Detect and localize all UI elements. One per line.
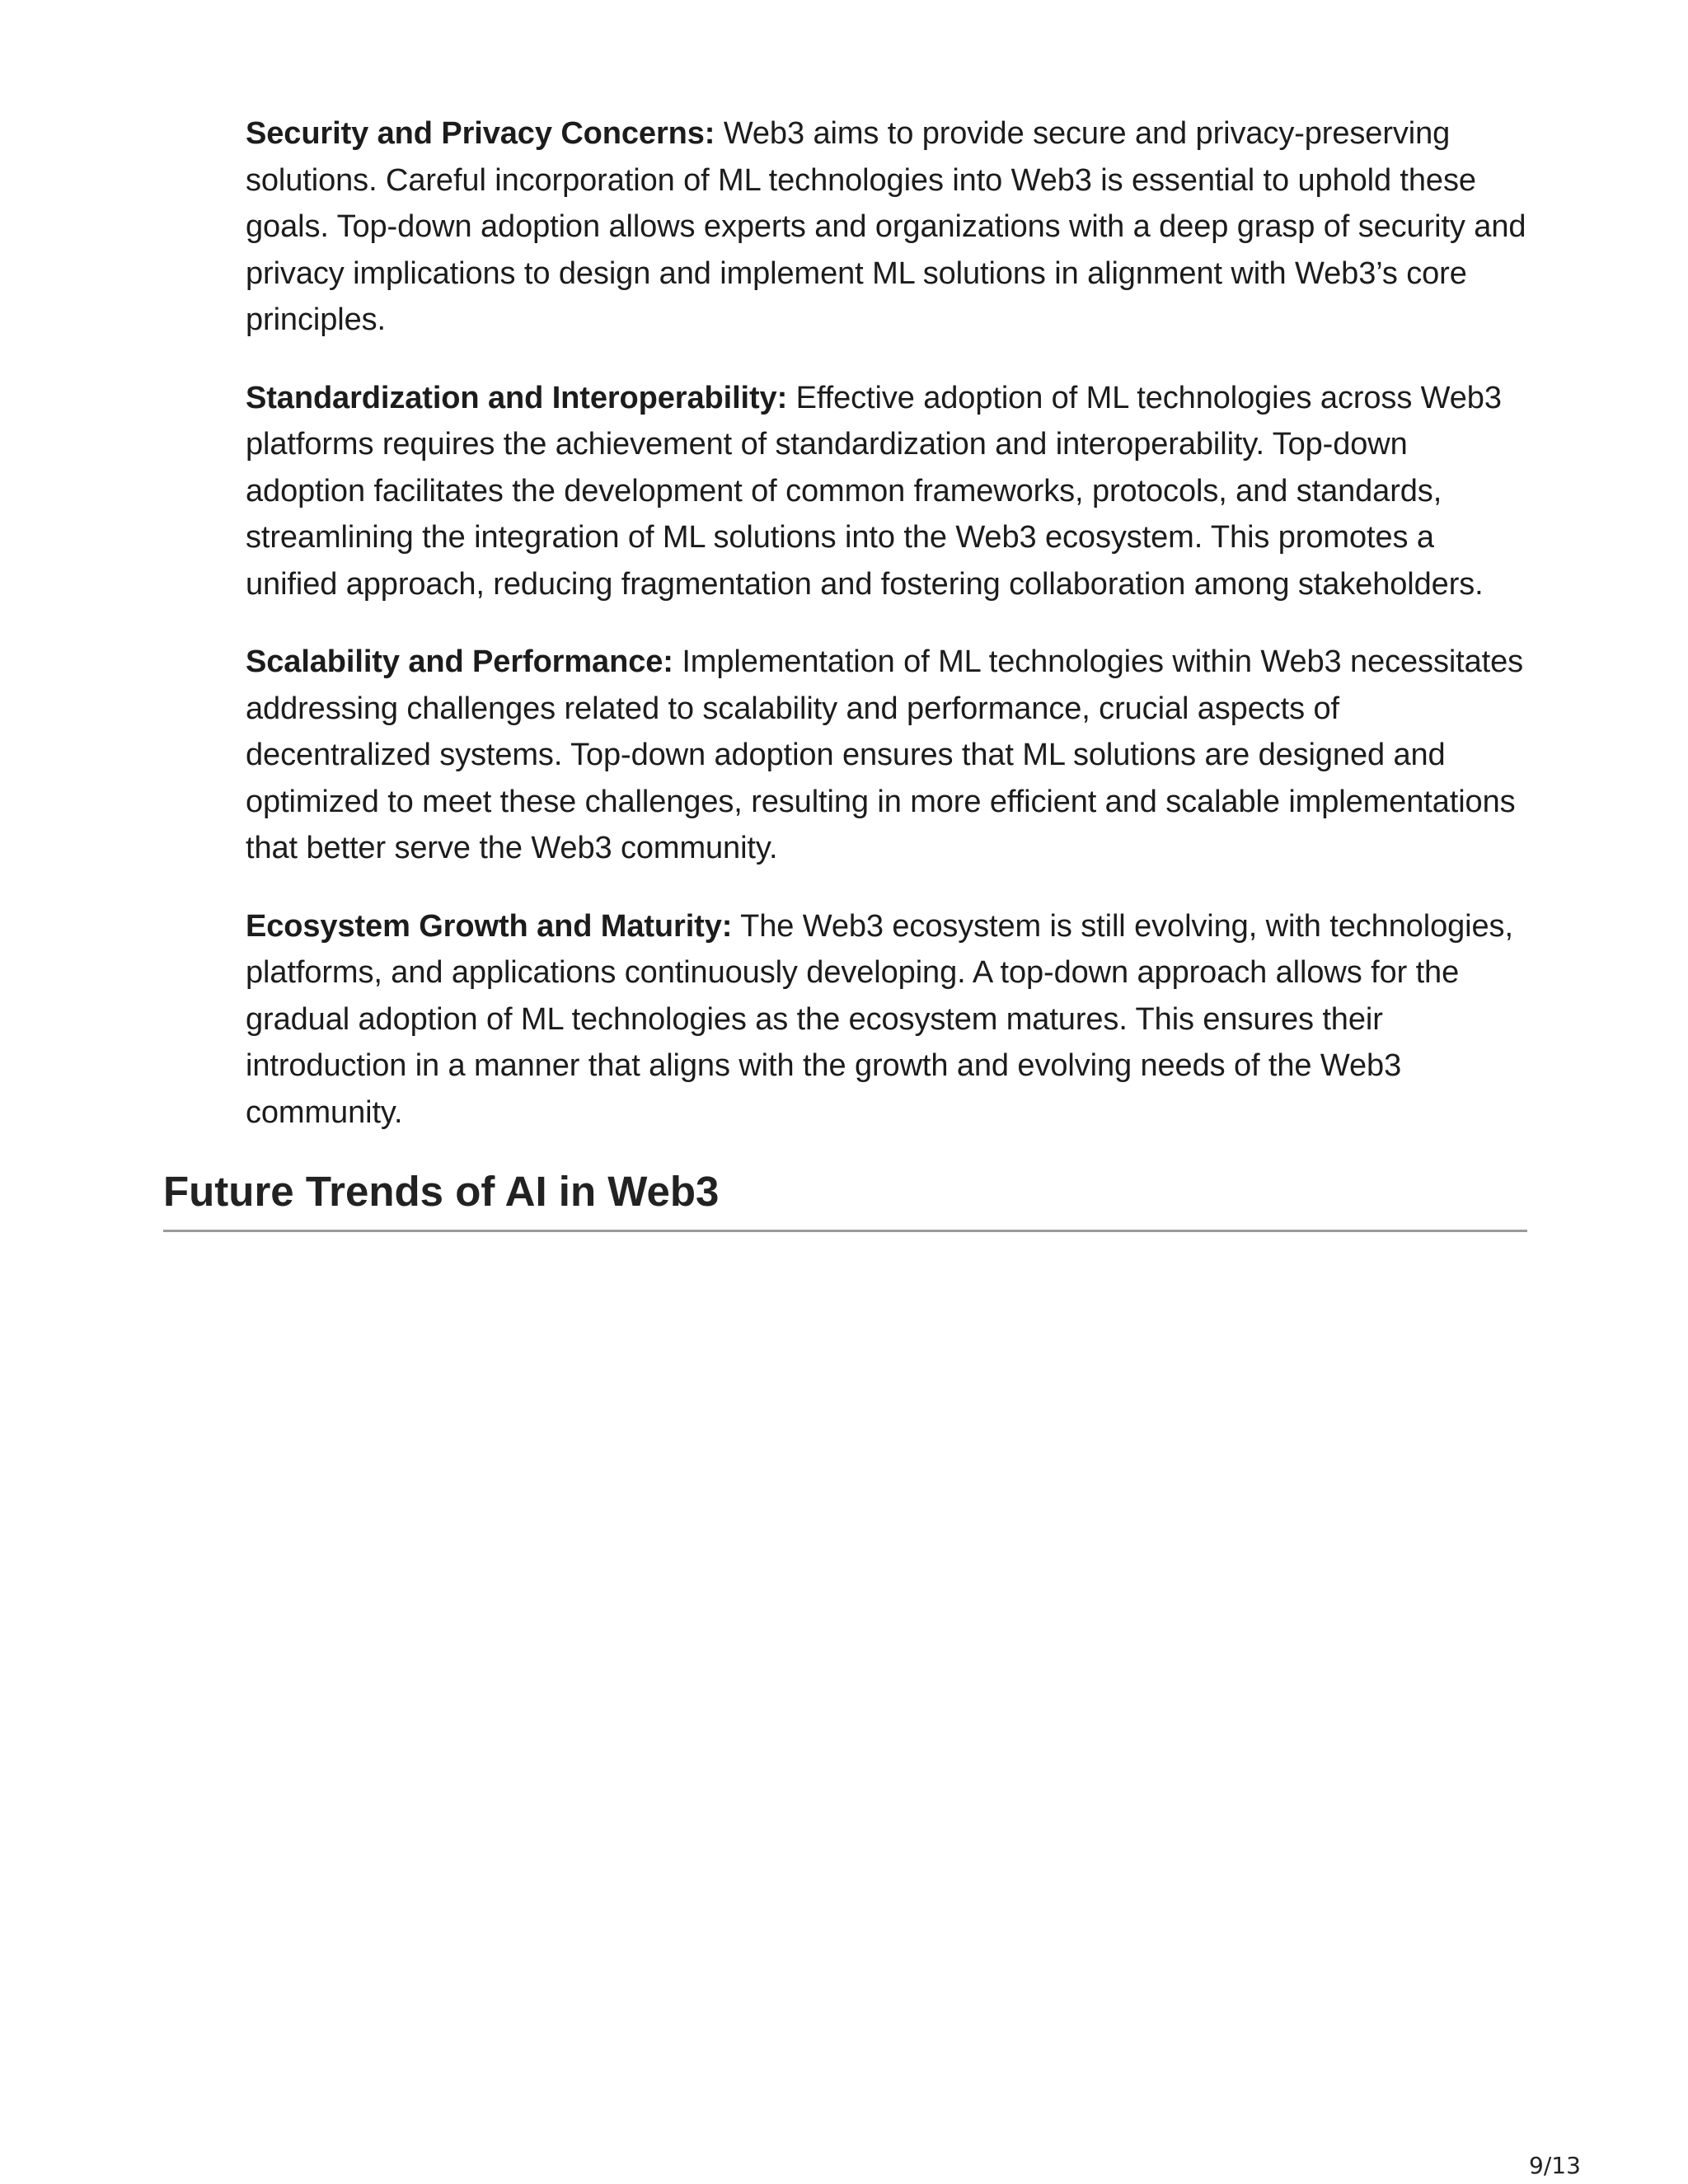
page-number: 9/13 (1529, 2152, 1581, 2179)
point-standardization (246, 375, 1527, 608)
point-ecosystem-growth (246, 903, 1527, 1137)
bullet-points (246, 110, 1527, 1136)
point-text: Implementation of ML technologies within Web3 necessitates addressing challenges related to scalability and performance, crucial aspects of decentralized systems. Top-down adoption ensures that ML solutions are designed and optimized to meet these challenges, resulting in more efficient and scalable implementations that better serve the Web3 community. (246, 644, 1524, 865)
point-title: Standardization and Interoperability: (246, 380, 788, 415)
point-title: Ecosystem Growth and Maturity: (246, 908, 733, 944)
point-scalability (246, 639, 1527, 872)
point-text: Effective adoption of ML technologies across Web3 platforms requires the achievement of standardization and interoperability. Top-down adoption facilitates the development of common frameworks, protocols, and standards, streamlining the integration of ML solutions into the Web3 ecosystem. This promotes a unified approach, reducing fragmentation and fostering collaboration among stakeholders. (246, 380, 1502, 602)
point-title: Security and Privacy Concerns: (246, 116, 715, 151)
point-text: The Web3 ecosystem is still evolving, with technologies, platforms, and applications continuously developing. A top-down approach allows for the gradual adoption of ML technologies as the ecosystem matures. This ensures their introduction in a manner that aligns with the growth and evolving needs of the Web3 community. (246, 908, 1513, 1130)
point-security-privacy (246, 110, 1527, 344)
section-heading: Future Trends of AI in Web3 (163, 1167, 1527, 1232)
point-text: Web3 aims to provide secure and privacy-preserving solutions. Careful incorporation of ML technologies into Web3 is essential to uphold these goals. Top-down adoption allows experts and organizations with a deep grasp of security and privacy implications to design and implement ML solutions in alignment with Web3’s core principles. (246, 116, 1526, 337)
point-title: Scalability and Performance: (246, 644, 673, 679)
document-content (163, 110, 1527, 1232)
